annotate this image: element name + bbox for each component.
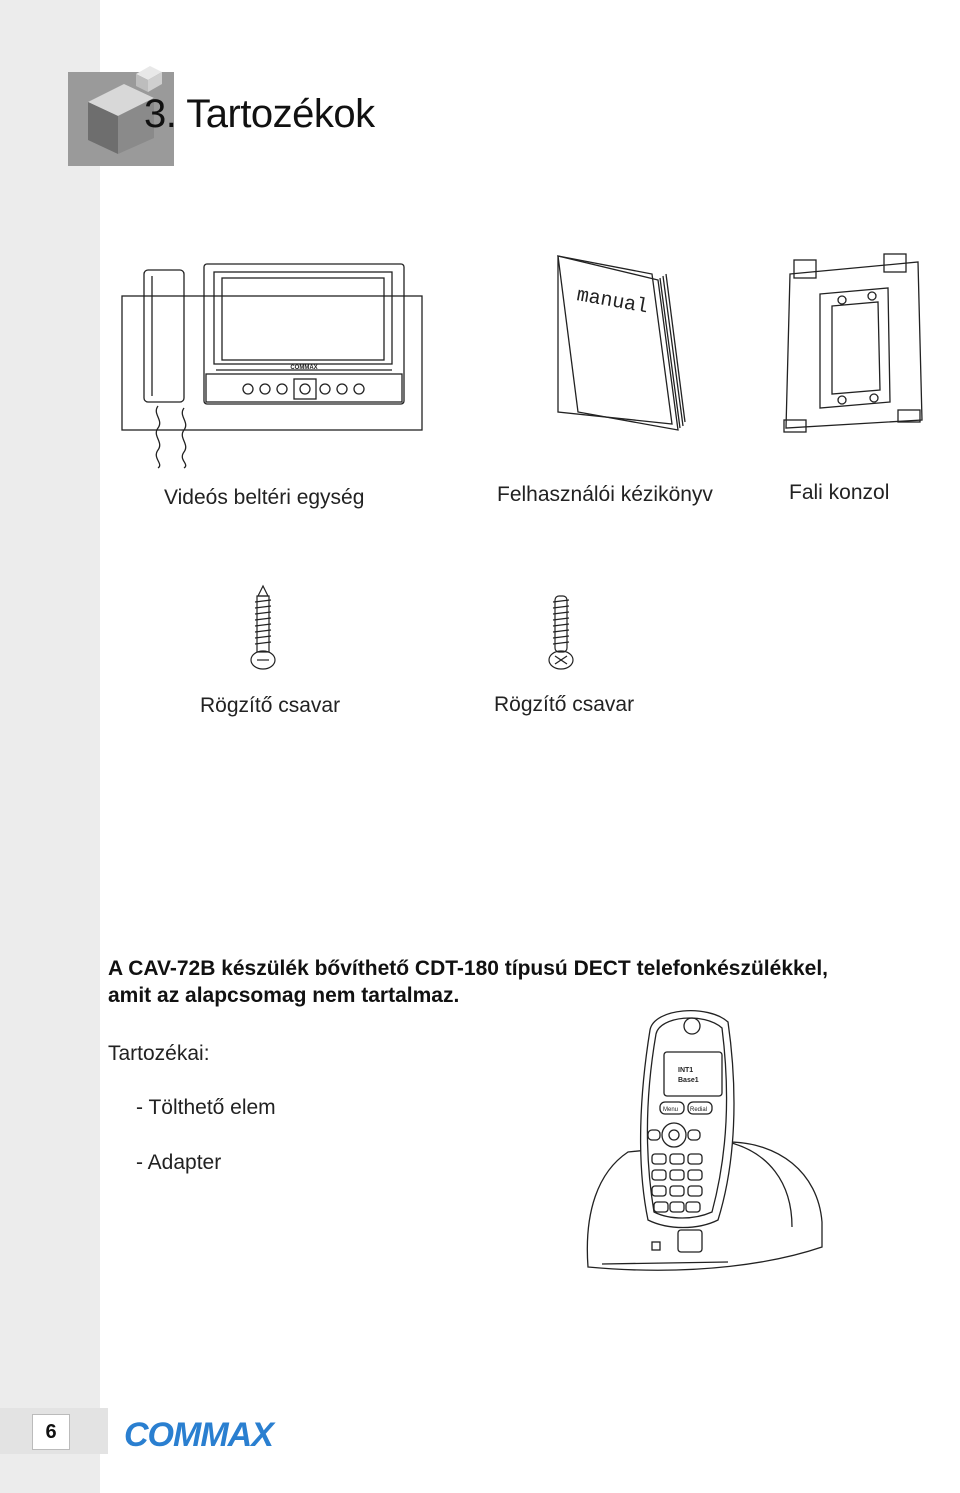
- phone-screen-line-1: INT1: [678, 1067, 694, 1074]
- wall-bracket-icon: [780, 252, 930, 436]
- page-title: 3. Tartozékok: [144, 92, 375, 136]
- dect-phone-icon: [578, 1002, 828, 1284]
- item-caption-screw-1: Rögzítő csavar: [200, 694, 341, 717]
- item-caption-screw-2: Rögzítő csavar: [494, 693, 635, 716]
- screw-icon: [544, 594, 578, 674]
- manual-icon: [552, 252, 687, 442]
- item-caption-manual: Felhasználói kézikönyv: [497, 483, 713, 506]
- accessories-heading: Tartozékai:: [108, 1042, 210, 1065]
- commax-logo: [112, 1410, 312, 1452]
- item-caption-bracket: Fali konzol: [789, 481, 890, 504]
- note-line-2: amit az alapcsomag nem tartalmaz.: [108, 984, 460, 1007]
- page-sidebar: [0, 0, 100, 1493]
- monitor-brand-label: COMMAX: [290, 365, 318, 371]
- page-number: 6: [32, 1414, 70, 1450]
- phone-softkey-right: Redial: [690, 1107, 708, 1113]
- commax-logo-text: COMMAX: [124, 1416, 273, 1452]
- item-caption-indoor-unit: Videós beltéri egység: [164, 486, 365, 509]
- manual-cover-text: manual: [574, 284, 650, 320]
- note-line-1: A CAV-72B készülék bővíthető CDT-180 típusú DECT telefonkészülékkel,: [108, 957, 829, 980]
- video-indoor-unit-icon: [118, 258, 428, 470]
- phone-softkey-left: Menu: [663, 1107, 679, 1113]
- screw-icon: [246, 584, 280, 674]
- accessory-item: - Adapter: [136, 1151, 222, 1174]
- accessory-item: - Tölthető elem: [136, 1096, 276, 1119]
- phone-screen-line-2: Base1: [678, 1077, 699, 1084]
